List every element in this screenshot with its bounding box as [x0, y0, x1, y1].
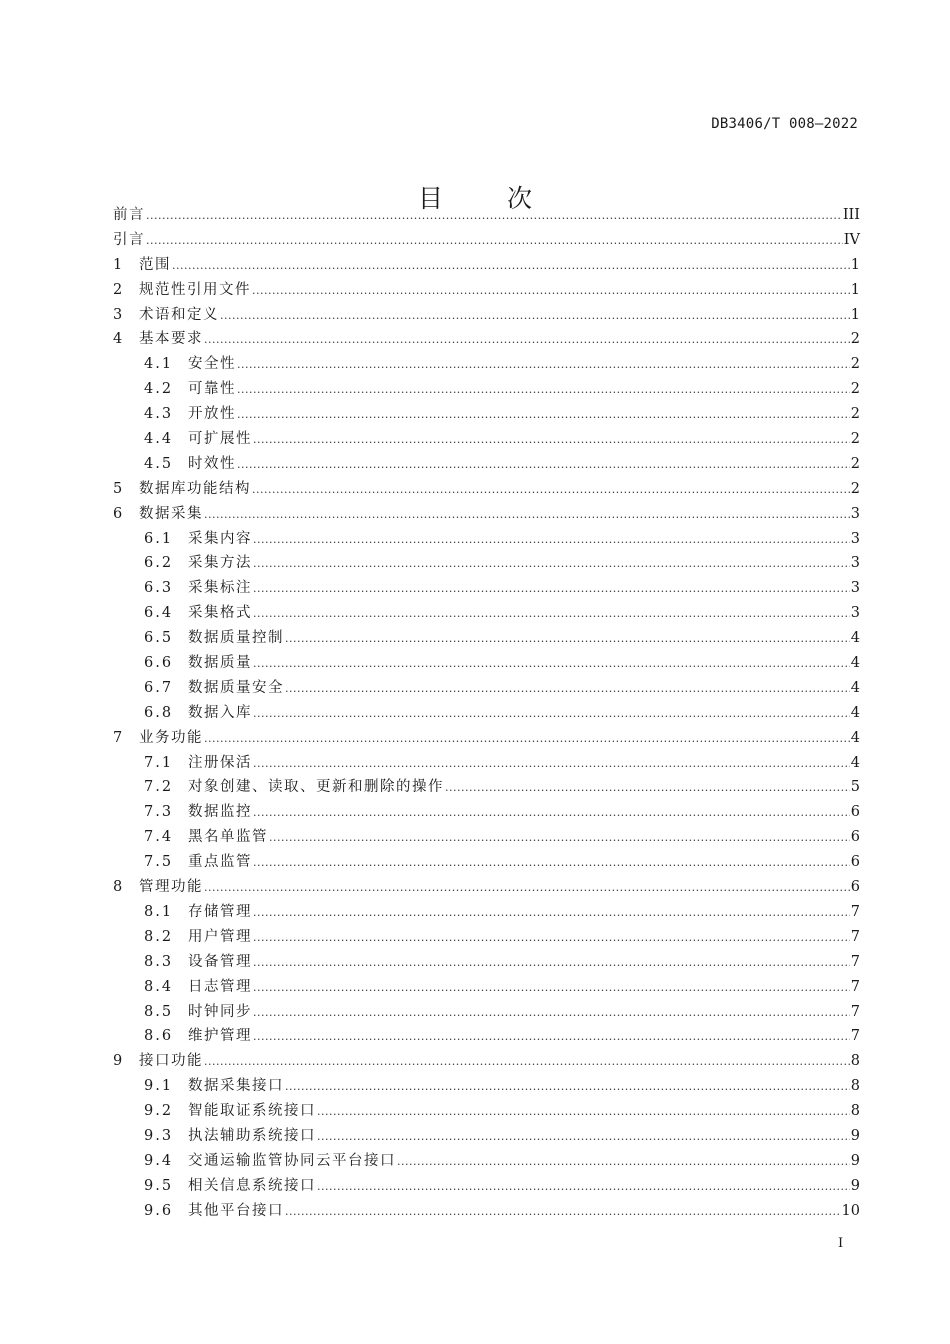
toc-entry[interactable]	[113, 701, 860, 726]
toc-entry[interactable]	[113, 626, 860, 651]
toc-entry[interactable]	[113, 900, 860, 925]
toc-dot-leader	[285, 676, 850, 702]
toc-entry-number: 7.3	[144, 804, 174, 821]
toc-dot-leader	[253, 850, 850, 876]
toc-entry-page: 6	[850, 804, 860, 821]
toc-entry-number: 1	[113, 256, 123, 273]
toc-entry[interactable]	[113, 775, 860, 800]
toc-entry-number: 2	[113, 281, 123, 298]
toc-entry-page: 7	[850, 978, 860, 995]
toc-dot-leader	[237, 352, 850, 378]
toc-entry[interactable]	[113, 975, 860, 1000]
toc-entry-page: 4	[850, 754, 860, 771]
toc-dot-leader	[253, 576, 850, 602]
toc-dot-leader	[204, 875, 850, 901]
toc-entry-number: 9.4	[144, 1152, 174, 1169]
toc-entry[interactable]	[113, 551, 860, 576]
toc-dot-leader	[237, 402, 850, 428]
toc-entry[interactable]	[113, 477, 860, 502]
toc-entry-page: 8	[850, 1078, 860, 1095]
toc-entry-page: 8	[850, 1053, 860, 1070]
toc-entry[interactable]	[113, 527, 860, 552]
toc-dot-leader	[204, 502, 850, 528]
toc-entry-page: 9	[850, 1127, 860, 1144]
toc-entry-title: 术语和定义	[139, 306, 219, 323]
toc-dot-leader	[445, 775, 850, 801]
toc-entry-number: 8.1	[144, 903, 174, 920]
toc-entry[interactable]	[113, 1099, 860, 1124]
document-code: DB3406/T 008—2022	[711, 116, 858, 132]
toc-entry-number: 6	[113, 505, 123, 522]
toc-dot-leader	[253, 751, 850, 777]
toc-entry-number: 4.1	[144, 356, 174, 373]
toc-entry-title: 采集标注	[188, 580, 252, 597]
toc-dot-leader	[172, 253, 850, 279]
toc-entry[interactable]	[113, 278, 860, 303]
toc-dot-leader	[146, 203, 842, 229]
toc-dot-leader	[204, 1049, 850, 1075]
toc-entry[interactable]	[113, 576, 860, 601]
toc-entry-title: 基本要求	[139, 331, 203, 348]
toc-entry[interactable]	[113, 1024, 860, 1049]
toc-entry-number: 6.5	[144, 630, 174, 647]
toc-entry-title: 采集方法	[188, 555, 252, 572]
toc-entry-page: 3	[850, 580, 860, 597]
toc-entry-page: 2	[850, 455, 860, 472]
toc-entry[interactable]	[113, 676, 860, 701]
toc-entry-page: 10	[841, 1202, 860, 1219]
toc-entry-title: 设备管理	[188, 953, 252, 970]
toc-entry-page: 4	[850, 630, 860, 647]
toc-entry-number: 9.5	[144, 1177, 174, 1194]
toc-entry-number: 8.3	[144, 953, 174, 970]
toc-entry-title: 对象创建、读取、更新和删除的操作	[188, 779, 444, 796]
toc-dot-leader	[204, 327, 850, 353]
toc-entry-page: III	[842, 207, 860, 223]
toc-entry-number: 3	[113, 306, 123, 323]
toc-entry-number: 6.4	[144, 605, 174, 622]
toc-entry-page: 3	[850, 605, 860, 622]
toc-entry[interactable]	[113, 875, 860, 900]
toc-entry-page: 5	[850, 779, 860, 796]
toc-entry-number: 4	[113, 331, 123, 348]
toc-entry-number: 7.5	[144, 854, 174, 871]
toc-dot-leader	[269, 825, 850, 851]
toc-entry-page: 2	[850, 431, 860, 448]
toc-entry-title: 智能取证系统接口	[188, 1103, 316, 1120]
toc-entry-number: 7.1	[144, 754, 174, 771]
toc-entry-page: 7	[850, 953, 860, 970]
toc-entry[interactable]	[113, 327, 860, 352]
toc-entry-page: 3	[850, 530, 860, 547]
toc-entry[interactable]	[113, 925, 860, 950]
toc-entry-number: 9.1	[144, 1078, 174, 1095]
toc-entry-title: 业务功能	[139, 729, 203, 746]
toc-dot-leader	[237, 377, 850, 403]
toc-entry-page: 2	[850, 331, 860, 348]
toc-entry-page: 7	[850, 903, 860, 920]
toc-entry[interactable]	[113, 1199, 860, 1224]
toc-entry-page: 4	[850, 729, 860, 746]
toc-entry-title: 存储管理	[188, 903, 252, 920]
toc-entry-title: 采集格式	[188, 605, 252, 622]
toc-entry-title: 规范性引用文件	[139, 281, 251, 298]
toc-dot-leader	[253, 1024, 850, 1050]
toc-entry-page: 7	[850, 928, 860, 945]
toc-entry-page: 4	[850, 655, 860, 672]
toc-entry-title: 执法辅助系统接口	[188, 1127, 316, 1144]
toc-entry-title: 范围	[139, 256, 171, 273]
toc-dot-leader	[285, 1199, 841, 1225]
toc-entry[interactable]	[113, 377, 860, 402]
toc-entry-title: 时钟同步	[188, 1003, 252, 1020]
toc-entry[interactable]	[113, 1149, 860, 1174]
page-number: I	[838, 1236, 844, 1251]
toc-entry-page: 6	[850, 879, 860, 896]
toc-entry-number: 6.1	[144, 530, 174, 547]
toc-entry-page: 1	[850, 306, 860, 323]
toc-entry[interactable]	[113, 427, 860, 452]
toc-dot-leader	[253, 551, 850, 577]
toc-entry[interactable]	[113, 502, 860, 527]
toc-dot-leader	[253, 925, 850, 951]
toc-entry-title: 交通运输监管协同云平台接口	[188, 1152, 396, 1169]
toc-entry-title: 管理功能	[139, 879, 203, 896]
toc-entry-title: 引言	[113, 231, 145, 248]
toc-dot-leader	[253, 527, 850, 553]
toc-entry-page: IV	[843, 231, 860, 248]
toc-entry-number: 7.4	[144, 829, 174, 846]
toc-dot-leader	[285, 1074, 850, 1100]
toc-entry[interactable]	[113, 203, 860, 228]
toc-entry-number: 5	[113, 480, 123, 497]
toc-dot-leader	[252, 477, 850, 503]
toc-entry-page: 3	[850, 505, 860, 522]
toc-entry-page: 6	[850, 829, 860, 846]
toc-entry-page: 2	[850, 480, 860, 497]
toc-dot-leader	[253, 601, 850, 627]
toc-entry-number: 7	[113, 729, 123, 746]
toc-entry-page: 2	[850, 356, 860, 373]
toc-entry[interactable]	[113, 303, 860, 328]
toc-entry-number: 6.6	[144, 655, 174, 672]
toc-entry-title: 日志管理	[188, 978, 252, 995]
toc-dot-leader	[220, 303, 850, 329]
toc-entry[interactable]	[113, 825, 860, 850]
toc-entry-title: 数据采集	[139, 505, 203, 522]
toc-entry-page: 2	[850, 381, 860, 398]
toc-entry-title: 数据库功能结构	[139, 480, 251, 497]
toc-entry-title: 采集内容	[188, 530, 252, 547]
toc-entry-title: 数据监控	[188, 804, 252, 821]
toc-entry-page: 6	[850, 854, 860, 871]
toc-entry-number: 8.6	[144, 1028, 174, 1045]
toc-entry-number: 4.4	[144, 431, 174, 448]
toc-entry-page: 7	[850, 1003, 860, 1020]
toc-dot-leader	[252, 278, 850, 304]
toc-entry-number: 6.7	[144, 679, 174, 696]
toc-entry-number: 4.3	[144, 406, 174, 423]
toc-entry-title: 维护管理	[188, 1028, 252, 1045]
toc-entry[interactable]	[113, 751, 860, 776]
toc-entry-title: 数据采集接口	[188, 1078, 284, 1095]
toc-entry-page: 1	[850, 281, 860, 298]
page-title: 目 次	[418, 183, 560, 213]
toc-entry-title: 可扩展性	[188, 431, 252, 448]
toc-dot-leader	[397, 1149, 850, 1175]
toc-entry[interactable]	[113, 850, 860, 875]
toc-dot-leader	[253, 701, 850, 727]
toc-entry[interactable]	[113, 1000, 860, 1025]
toc-entry-title: 重点监管	[188, 854, 252, 871]
toc-entry-title: 数据质量控制	[188, 630, 284, 647]
toc-entry-title: 相关信息系统接口	[188, 1177, 316, 1194]
toc-entry-title: 可靠性	[188, 381, 236, 398]
toc-dot-leader	[317, 1124, 850, 1150]
toc-dot-leader	[253, 1000, 850, 1026]
toc-entry-title: 数据质量安全	[188, 679, 284, 696]
toc-entry[interactable]	[113, 1124, 860, 1149]
toc-entry[interactable]	[113, 352, 860, 377]
toc-entry[interactable]	[113, 726, 860, 751]
toc-entry-page: 8	[850, 1103, 860, 1120]
toc-entry[interactable]	[113, 228, 860, 253]
toc-entry-number: 9.3	[144, 1127, 174, 1144]
toc-entry-title: 前言	[113, 207, 145, 223]
toc-entry-title: 数据质量	[188, 655, 252, 672]
toc-entry-number: 8	[113, 879, 123, 896]
table-of-contents	[113, 203, 860, 1224]
toc-entry[interactable]	[113, 601, 860, 626]
toc-dot-leader	[317, 1099, 850, 1125]
toc-entry-number: 4.5	[144, 455, 174, 472]
toc-entry[interactable]	[113, 1074, 860, 1099]
toc-entry-title: 时效性	[188, 455, 236, 472]
toc-entry[interactable]	[113, 651, 860, 676]
toc-entry[interactable]	[113, 800, 860, 825]
toc-entry-title: 接口功能	[139, 1053, 203, 1070]
toc-entry-page: 3	[850, 555, 860, 572]
toc-entry[interactable]	[113, 1174, 860, 1199]
toc-dot-leader	[204, 726, 850, 752]
toc-entry-number: 9	[113, 1053, 123, 1070]
toc-dot-leader	[253, 950, 850, 976]
toc-entry-title: 其他平台接口	[188, 1202, 284, 1219]
toc-entry[interactable]	[113, 950, 860, 975]
toc-dot-leader	[253, 427, 850, 453]
toc-entry-title: 数据入库	[188, 704, 252, 721]
toc-entry-number: 6.2	[144, 555, 174, 572]
toc-entry-number: 6.8	[144, 704, 174, 721]
toc-dot-leader	[146, 228, 843, 254]
toc-entry-page: 1	[850, 256, 860, 273]
toc-entry-title: 注册保活	[188, 754, 252, 771]
toc-entry-page: 4	[850, 679, 860, 696]
toc-dot-leader	[253, 975, 850, 1001]
toc-entry[interactable]	[113, 1049, 860, 1074]
toc-entry[interactable]	[113, 452, 860, 477]
toc-dot-leader	[253, 651, 850, 677]
toc-entry-number: 6.3	[144, 580, 174, 597]
toc-dot-leader	[253, 900, 850, 926]
toc-entry-page: 9	[850, 1152, 860, 1169]
toc-entry-title: 开放性	[188, 406, 236, 423]
toc-entry-page: 7	[850, 1028, 860, 1045]
toc-entry-page: 9	[850, 1177, 860, 1194]
toc-entry-number: 8.5	[144, 1003, 174, 1020]
toc-dot-leader	[285, 626, 850, 652]
toc-entry-number: 9.2	[144, 1103, 174, 1120]
toc-entry-title: 安全性	[188, 356, 236, 373]
toc-entry[interactable]	[113, 402, 860, 427]
toc-entry-number: 4.2	[144, 381, 174, 398]
toc-entry-number: 9.6	[144, 1202, 174, 1219]
toc-dot-leader	[237, 452, 850, 478]
toc-entry-title: 用户管理	[188, 928, 252, 945]
toc-entry-page: 4	[850, 704, 860, 721]
toc-entry[interactable]	[113, 253, 860, 278]
toc-entry-page: 2	[850, 406, 860, 423]
toc-entry-number: 8.2	[144, 928, 174, 945]
toc-dot-leader	[253, 800, 850, 826]
toc-entry-number: 8.4	[144, 978, 174, 995]
toc-dot-leader	[317, 1174, 850, 1200]
toc-entry-title: 黑名单监管	[188, 829, 268, 846]
toc-entry-number: 7.2	[144, 779, 174, 796]
